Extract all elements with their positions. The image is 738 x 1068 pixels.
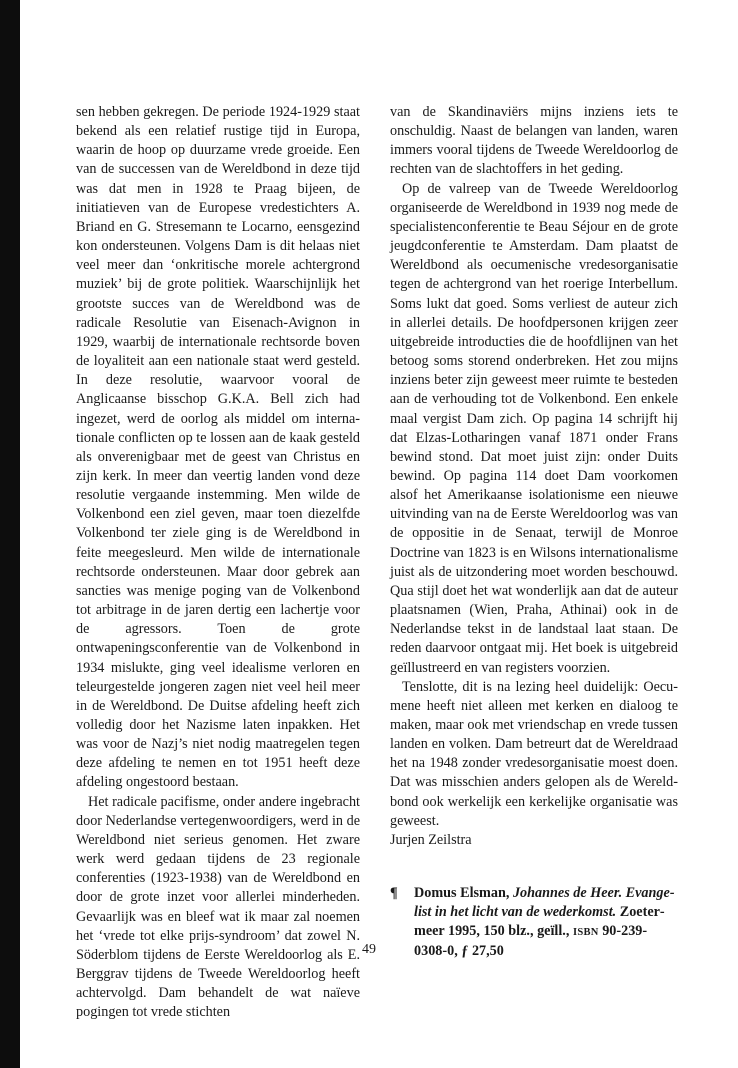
scan-edge-bar bbox=[0, 0, 20, 1068]
review-isbn: 90-239-0308-0, bbox=[414, 923, 648, 960]
left-paragraph-1: sen hebben gekregen. De periode 1924-1929 staat bekend als een relatief rustige tijd in Europa, waarin de hoop op duurzame vrede groeide. Een van de successen van de Wereldbond in deze tijd was dat men in 1928 te Praag bijeen, de initiatieven van de Europese vredestichters A. Briand en G. Stresemann te Locarno, eensgezind kon ondersteunen. Volgens Dam is dit helaas niet veel meer dan ‘onkritische morele achtergrond muziek’ bij de grote politiek. Waarschijnlijk het grootste succes van de Wereldbond was de radicale Resolutie van Eisenach-Avignon in 1929, waarbij de internationale rechtsorde boven de loyaliteit aan een nationale staat werd gesteld. In deze resolutie, waarvoor vooral de Anglicaanse bisschop G.K.A. Bell zich had ingezet, werd de oorlog als middel om internationale conflicten op te lossen aan de kaak gesteld als onverenigbaar met de geest van Christus en zijn kerk. In meer dan veertig landen vond deze resolutie vergaande instemming. Men wilde de Volkenbond een ziel geven, maar toen diezelfde Volkenbond ter ziele ging is de Wereldbond in feite meegesleurd. Men wilde de internationale rechtsorde ondersteunen. Maar door gebrek aan sancties was menige poging van de Volkenbond tot arbitrage in de jaren dertig een lachertje voor de agressors. Toen de grote ontwapeningsconferentie van de Volkenbond in 1934 mislukte, ging veel idealisme verloren en teleurgestelde jongeren zagen niet veel heil meer in de Wereldbond. De Duitse afdeling heeft zich volledig door het Nazisme laten inpakken. Het was voor de Nazj’s niet nodig maatregelen tegen deze afdeling te nemen en tot 1951 heeft deze afdeling ongestoord bestaan. bbox=[76, 104, 360, 791]
pilcrow-icon: ¶ bbox=[390, 885, 398, 902]
review-isbn-label: ISBN bbox=[572, 927, 599, 939]
page-number: 49 bbox=[362, 942, 376, 957]
right-column bbox=[390, 103, 678, 961]
right-paragraph-2: Op de valreep van de Tweede Wereldoorlog organiseerde de Wereldbond in 1939 nog mede de specialistenconferentie te Beau Séjour en de grote jeugdconferentie te Amsterdam. Dam plaatst de Wereldbond als oecumenische vredesorganisatie tegen de achtergrond van het roerige Interbellum. Soms lukt dat goed. Soms verliest de auteur zich in allerlei details. De hoofdpersonen krijgen zeer uitgebreide introducties die de hoofdlijnen van het betoog soms storend onderbreken. Het zou mijns inziens beter zijn geweest meer ruimte te besteden aan de verhouding tot de Volkenbond. Een enkele maal vergist Dam zich. Op pagina 14 schrijft hij dat Elzas-Lotharingen vanaf 1871 onder Frans bewind stond. Dat moet juist zijn: onder Duits bewind. Op pagina 114 doet Dam voorkomen alsof het Amerikaanse isolationisme een nieuwe uitvinding van na de Eerste Wereldoorlog was van de oppositie in de Senaat, terwijl de Monroe Doctrine van 1823 is en Wilsons internationalisme juist als de uitzondering moet worden beschouwd. Qua stijl doet het wat wonderlijk aan dat de auteur plaatsnamen (Wien, Praha, Athinai) ook in de Nederlandse tekst in de landstaal laat staan. De reden daarvoor ontgaat mij. Het boek is uitgebreid geïllustreerd en van registers voorzien. bbox=[390, 180, 678, 676]
left-column bbox=[76, 103, 360, 1023]
review-book-title: Johannes de Heer. Evangelist in het licht van de wederkomst. bbox=[414, 885, 675, 921]
left-paragraph-2: Het radicale pacifisme, onder andere ingebracht door Nederlandse vertegenwoordigers, werd in de Wereldbond niet serieus genomen. Het zware werk werd gedaan tijdens de 23 regionale conferenties (1923-1938) van de Wereldbond en door de grote inzet voor allerlei minderheden. Gevaarlijk was en bleef wat ik maar zal noemen het ‘vrede tot elke prijs-syndroom’ dat zowel N. Söderblom tijdens de Eerste Wereldoorlog als E. Berggrav tijdens de Tweede Wereldoorlog heeft achtervolgd. Dam behandelt de wat naïeve pogingen tot vrede stichten bbox=[76, 793, 360, 1021]
right-paragraph-3: Tenslotte, dit is na lezing heel duidelijk: Oecumene heeft niet alleen met kerken en dialoog te maken, maar ook met vriendschap en vrede tussen landen en volken. Dam betreurt dat de Wereldraad het na 1948 zonder vredesorganisatie moest doen. Dat was misschien anders gelopen als de Wereldbond ook werkelijk een kerkelijke organisatie was geweest. bbox=[390, 678, 678, 829]
reviewer-signature: Jurjen Zeilstra bbox=[390, 831, 472, 848]
review-price: ƒ 27,50 bbox=[461, 943, 504, 960]
review-author: Domus Elsman, bbox=[414, 885, 510, 902]
review-publication-details: Zoetermeer 1995, 150 blz., geïll., bbox=[414, 904, 665, 940]
right-paragraph-1: van de Skandinaviërs mijns inziens iets te onschuldig. Naast de belangen van landen, waren immers vooral tijdens de Tweede Wereldoorlog de rechten van de slachtoffers in het geding. bbox=[390, 104, 678, 178]
